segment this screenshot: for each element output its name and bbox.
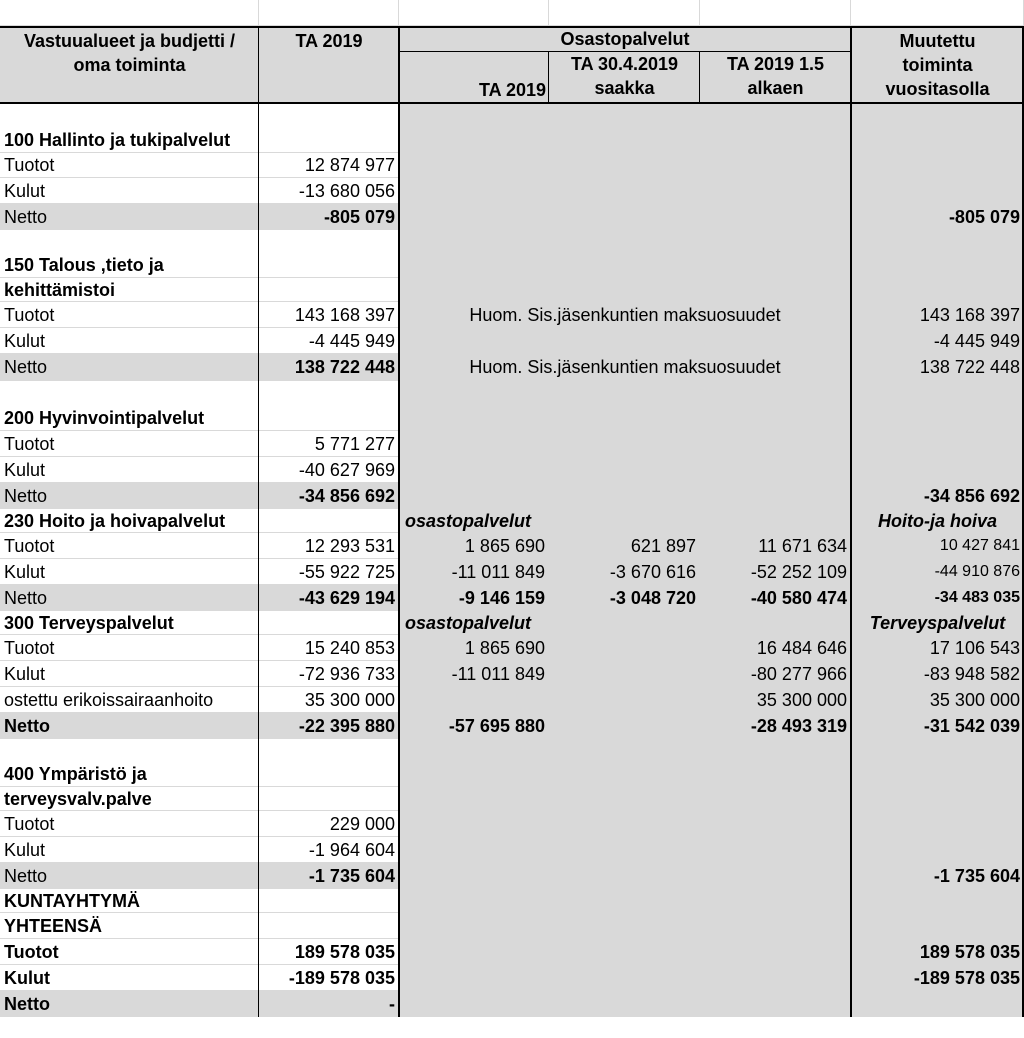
last-col-bg	[851, 103, 1024, 153]
sub3-value: -52 252 109	[700, 559, 851, 585]
ta2019-value: 12 874 977	[304, 155, 395, 175]
row-label: Tuotot	[4, 305, 55, 325]
osasto-bg	[399, 431, 851, 457]
last-col-bg	[851, 811, 1024, 837]
row-label: Netto	[4, 486, 48, 506]
row-label: Tuotot	[4, 536, 55, 556]
muutettu-value: 189 578 035	[851, 939, 1024, 965]
last-col-bg	[851, 913, 1024, 939]
osasto-bg	[399, 787, 851, 811]
row-label: Kulut	[4, 331, 46, 351]
osasto-bg	[399, 278, 851, 302]
last-col-bg	[851, 153, 1024, 178]
ta2019-value: -40 627 969	[298, 460, 395, 480]
header-sub-ta2019: TA 2019	[399, 52, 549, 103]
row-label: 200 Hyvinvointipalvelut	[4, 408, 205, 428]
muutettu-value: -83 948 582	[851, 661, 1024, 687]
header-sub-alkaen: TA 2019 1.5 alkaen	[700, 52, 851, 103]
ta2019-value: -55 922 725	[298, 562, 395, 582]
row-label: Kulut	[4, 460, 46, 480]
row-label: 300 Terveyspalvelut	[4, 613, 174, 633]
ta2019-value: 5 771 277	[314, 434, 395, 454]
sub1-value: 1 865 690	[399, 635, 549, 661]
sub3-value: 16 484 646	[700, 635, 851, 661]
muutettu-value: -44 910 876	[851, 559, 1024, 585]
osasto-bg	[399, 457, 851, 483]
row-label: Kulut	[4, 664, 46, 684]
ta2019-value: 143 168 397	[294, 305, 395, 325]
row-label: Kulut	[4, 562, 46, 582]
ta2019-value: -4 445 949	[308, 331, 395, 351]
osasto-bg	[399, 153, 851, 178]
ta2019-value: -1 964 604	[308, 840, 395, 860]
muutettu-value: 17 106 543	[851, 635, 1024, 661]
sub3-value: -28 493 319	[700, 713, 851, 739]
note-text: Huom. Sis.jäsenkuntien maksuosuudet	[399, 354, 851, 381]
col1-divider	[258, 26, 259, 1017]
header-muutettu: Muutettu toiminta vuositasolla	[851, 26, 1024, 103]
last-col-bg	[851, 991, 1024, 1017]
row-label: Netto	[4, 866, 48, 886]
sub-divider-2	[699, 52, 700, 103]
row-label: Tuotot	[4, 434, 55, 454]
muutettu-value: 143 168 397	[851, 302, 1024, 328]
sub1-value: -11 011 849	[399, 559, 549, 585]
osasto-bg	[399, 939, 851, 965]
muutettu-value: 138 722 448	[851, 354, 1024, 381]
ta2019-value: -34 856 692	[298, 486, 395, 506]
row-label: 230 Hoito ja hoivapalvelut	[4, 511, 226, 531]
sub-divider-1	[548, 52, 549, 103]
osasto-bg	[399, 863, 851, 889]
muutettu-value: -189 578 035	[851, 965, 1024, 991]
ta2019-value: -13 680 056	[298, 181, 395, 201]
row-label: terveysvalv.palve	[4, 789, 152, 809]
header-col1: Vastuualueet ja budjetti / oma toiminta	[0, 26, 259, 103]
osasto-bg	[399, 328, 851, 354]
ta2019-value: -	[389, 994, 395, 1014]
ta2019-value: -22 395 880	[298, 716, 395, 736]
sub3-value: 11 671 634	[700, 533, 851, 559]
row-label: Tuotot	[4, 942, 59, 962]
osasto-bg	[399, 837, 851, 863]
ta2019-value: 35 300 000	[304, 690, 395, 710]
row-label: Kulut	[4, 840, 46, 860]
osasto-bg	[399, 889, 851, 913]
row-label: YHTEENSÄ	[4, 916, 103, 936]
sub3-value: 35 300 000	[700, 687, 851, 713]
osasto-bg	[399, 204, 851, 230]
muutettu-value: 10 427 841	[851, 533, 1024, 559]
row-label: 100 Hallinto ja tukipalvelut	[4, 130, 231, 150]
ta2019-value: 189 578 035	[294, 942, 395, 962]
row-label: Netto	[4, 716, 50, 736]
last-col-bg	[851, 431, 1024, 457]
top-empty-row	[0, 0, 1024, 26]
header-osastopalvelut: Osastopalvelut	[399, 26, 851, 52]
ta2019-value: -189 578 035	[288, 968, 395, 988]
header-bottom-border	[0, 102, 1024, 104]
osasto-bg	[399, 381, 851, 431]
row-label: kehittämistoi	[4, 280, 116, 300]
sub1-value: -57 695 880	[399, 713, 549, 739]
sub3-value: -40 580 474	[700, 585, 851, 611]
osasto-sub-border	[399, 51, 851, 52]
row-label: 400 Ympäristö ja	[4, 764, 147, 784]
sub1-value: -9 146 159	[399, 585, 549, 611]
muutettu-value: -31 542 039	[851, 713, 1024, 739]
muutettu-value: -805 079	[851, 204, 1024, 230]
osasto-bg	[399, 913, 851, 939]
row-label: ostettu erikoissairaanhoito	[4, 690, 214, 710]
sub2-value: -3 670 616	[549, 559, 700, 585]
last-col-bg	[851, 381, 1024, 431]
last-section-title: Hoito-ja hoiva	[851, 509, 1024, 533]
ta2019-value: 138 722 448	[294, 357, 395, 377]
last-col-bg	[851, 278, 1024, 302]
muutettu-value: -34 483 035	[851, 585, 1024, 611]
last-col-bg	[851, 230, 1024, 278]
ta2019-value: 229 000	[329, 814, 395, 834]
last-col-bg	[851, 739, 1024, 787]
last-section-title: Terveyspalvelut	[851, 611, 1024, 635]
row-label: Netto	[4, 357, 48, 377]
header-sub-saakka: TA 30.4.2019 saakka	[549, 52, 700, 103]
ta2019-value: -43 629 194	[298, 588, 395, 608]
top-border	[0, 26, 1024, 28]
ta2019-value: 12 293 531	[304, 536, 395, 556]
last-col-bg	[851, 457, 1024, 483]
last-col-bg	[851, 889, 1024, 913]
row-label: Netto	[4, 207, 48, 227]
osasto-left-border	[398, 26, 400, 1017]
row-label: Kulut	[4, 968, 50, 988]
sub1-value: -11 011 849	[399, 661, 549, 687]
ta2019-value: 15 240 853	[304, 638, 395, 658]
osasto-bg	[399, 739, 851, 787]
row-label: Netto	[4, 588, 48, 608]
osasto-bg	[399, 103, 851, 153]
last-col-bg	[851, 787, 1024, 811]
spreadsheet	[0, 26, 1024, 1038]
row-label: Tuotot	[4, 155, 55, 175]
row-label: 150 Talous ,tieto ja	[4, 255, 164, 275]
osasto-bg	[399, 991, 851, 1017]
osasto-right-border	[850, 26, 852, 1017]
osasto-bg	[399, 483, 851, 509]
osasto-bg	[399, 230, 851, 278]
row-label: Kulut	[4, 181, 46, 201]
sub1-value: 1 865 690	[399, 533, 549, 559]
last-col-bg	[851, 837, 1024, 863]
osasto-bg	[399, 178, 851, 204]
osasto-bg	[399, 965, 851, 991]
row-label: Tuotot	[4, 814, 55, 834]
muutettu-value: 35 300 000	[851, 687, 1024, 713]
ta2019-value: -805 079	[323, 207, 395, 227]
sub2-value: 621 897	[549, 533, 700, 559]
muutettu-value: -1 735 604	[851, 863, 1024, 889]
sub-section-title: osastopalvelut	[399, 611, 851, 635]
osasto-bg	[399, 811, 851, 837]
ta2019-value: -72 936 733	[298, 664, 395, 684]
sub-section-title: osastopalvelut	[399, 509, 851, 533]
muutettu-value: -4 445 949	[851, 328, 1024, 354]
header-ta2019: TA 2019	[259, 26, 399, 103]
sub3-value: -80 277 966	[700, 661, 851, 687]
note-text: Huom. Sis.jäsenkuntien maksuosuudet	[399, 302, 851, 328]
row-label: KUNTAYHTYMÄ	[4, 891, 141, 911]
row-label: Tuotot	[4, 638, 55, 658]
last-col-bg	[851, 178, 1024, 204]
row-label: Netto	[4, 994, 50, 1014]
muutettu-value: -34 856 692	[851, 483, 1024, 509]
sub2-value: -3 048 720	[549, 585, 700, 611]
ta2019-value: -1 735 604	[308, 866, 395, 886]
